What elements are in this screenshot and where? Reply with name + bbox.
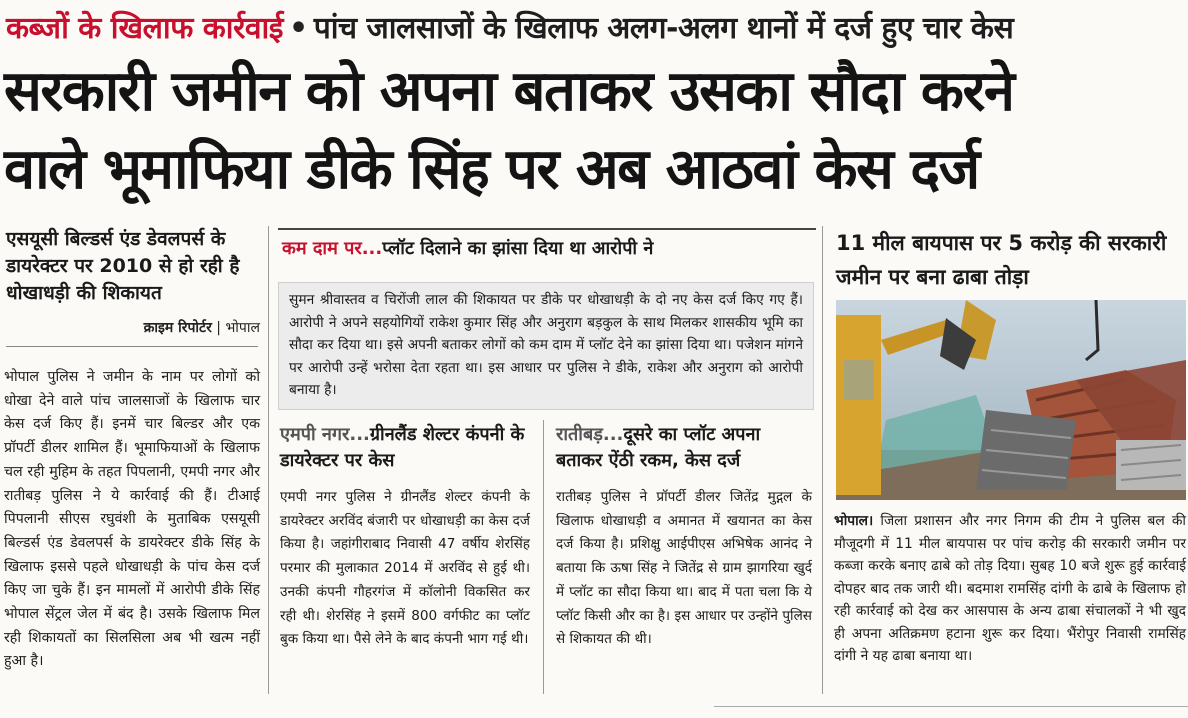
ratibad-head — [556, 422, 812, 474]
ratibad-head-rest: दूसरे का प्लॉट अपना बताकर ऐंठी रकम, केस दर्ज — [556, 424, 761, 471]
column-rule-2 — [543, 420, 544, 694]
middle-top-box — [278, 282, 814, 410]
column-rule-1 — [268, 226, 269, 694]
byline-name: क्राइम रिपोर्टर — [143, 320, 212, 336]
right-head: 11 मील बायपास पर 5 करोड़ की सरकारी जमीन पर बना ढाबा तोड़ा — [836, 231, 1167, 289]
column-rule-3 — [822, 226, 823, 694]
bottom-rule — [714, 706, 1188, 707]
left-subhead: एसयूसी बिल्डर्स एंड डेवलपर्स के डायरेक्टर पर 2010 से हो रही है धोखाधड़ी की शिकायत — [6, 228, 240, 304]
kicker-label: कब्जों के खिलाफ कार्रवाई — [6, 11, 284, 46]
left-body: भोपाल पुलिस ने जमीन के नाम पर लोगों को धोखा देने वाले पांच जालसाजों के खिलाफ चार केस दर्ज किए हैं। इनमें चार बिल्डर और एक प्रॉपर्टी डीलर शामिल हैं। भूमाफियाओं के खिलाफ चल रही मुहिम के तहत पिपलानी, एमपी नगर और रातीबड़ पुलिस ने ये कार्रवाई की हैं। टीआई पिपलानी सीएस रघुवंशी के मुताबिक एसयूसी बिल्डर्स एंड डेवलपर्स के डायरेक्टर डीके सिंह के खिलाफ इससे पहले धोखाधड़ी के पांच केस दर्ज किए जा चुके हैं। इन मामलों में आरोपी डीके सिंह भोपाल सेंट्रल जेल में बंद है। उसके खिलाफ मिल रही शिकायतों का सिलसिला अब भी खत्म नहीं हुआ है। — [4, 369, 260, 670]
ratibad-body: रातीबड़ पुलिस ने प्रॉपर्टी डीलर जितेंद्र मुद्गल के खिलाफ धोखाधड़ी व अमानत में खयानत का केस दर्ज किया है। प्रशिक्षु आईपीएस अभिषेक आनंद ने बताया कि ऊषा सिंह ने जितेंद्र से ग्राम झागरिया खुर्द में प्लॉट का सौदा किया था। बाद में पता चला कि ये प्लॉट किसी और का है। इस आधार पर उन्होंने पुलिस से शिकायत की थी। — [556, 489, 812, 648]
middle-top-rule — [278, 228, 816, 230]
mp-nagar-head-rest: ग्रीनलैंड शेल्टर कंपनी के डायरेक्टर पर केस — [280, 424, 525, 471]
demolition-photo — [836, 300, 1186, 500]
kicker-line — [6, 6, 1013, 47]
kicker-text: पांच जालसाजों के खिलाफ अलग-अलग थानों में दर्ज हुए चार केस — [313, 11, 1014, 46]
middle-top-head-rest: प्लॉट दिलाने का झांसा दिया था आरोपी ने — [382, 238, 654, 259]
demolition-photo-art — [836, 300, 1186, 500]
mp-nagar-body: एमपी नगर पुलिस ने ग्रीनलैंड शेल्टर कंपनी के डायरेक्टर अरविंद बंजारी पर धोखाधड़ी का केस दर्ज किया है। जहांगीराबाद निवासी 47 वर्षीय शेरसिंह परमार की मुलाकात 2014 में अरविंद से हुई थी। उनकी कंपनी गौहरगंज में कॉलोनी विकसित कर रही थी। शेरसिंह ने इसमें 800 वर्गफीट का प्लॉट बुक किया था। पैसे लेने के बाद कंपनी भाग गई थी। — [280, 489, 530, 648]
headline-line-2: वाले भूमाफिया डीके सिंह पर अब आठवां केस दर्ज — [4, 137, 979, 202]
byline-city: भोपाल — [225, 320, 260, 336]
photo-caption — [834, 510, 1186, 668]
middle-top-head — [282, 236, 822, 262]
caption-text: जिला प्रशासन और नगर निगम की टीम ने पुलिस बल की मौजूदगी में 11 मील बायपास पर पांच करोड़ की सरकारी जमीन पर कब्जा करके बनाए ढाबे को तोड़ दिया। सुबह 10 बजे शुरू हुई कार्रवाई दोपहर बाद तक जारी थी। बदमाश रामसिंह दांगी के ढाबे के खिलाफ हो रही कार्रवाई को देख कर आसपास के अन्य ढाबा संचालकों ने भी खुद ही अपना अतिक्रमण हटाना शुरू कर दिया। भैंरोपुर निवासी रामसिंह दांगी ने यह ढाबा बनाया था। — [834, 513, 1186, 664]
middle-top-body: सुमन श्रीवास्तव व चिरोंजी लाल की शिकायत पर डीके पर धोखाधड़ी के दो नए केस दर्ज किए गए हैं। आरोपी ने अपने सहयोगियों राकेश कुमार सिंह और अनुराग बड़कुल के साथ मिलकर शासकीय भूमि का सौदा कर दिया था। इसे अपनी बताकर लोगों को कम दाम में प्लॉट देने का झांसा दिया था। पजेशन मांगने पर आरोपी उन्हें भरोसा देता रहता था। इस आधार पर पुलिस ने डीके, राकेश और अनुराग को आरोपी बनाया है। — [289, 292, 803, 398]
mp-nagar-head-grey: एमपी नगर... — [280, 424, 370, 445]
left-divider — [6, 346, 258, 347]
caption-city: भोपाल। — [834, 513, 874, 529]
middle-top-head-red: कम दाम पर... — [282, 238, 383, 259]
headline-line-1: सरकारी जमीन को अपना बताकर उसका सौदा करने — [4, 59, 1014, 124]
mp-nagar-head — [280, 422, 530, 474]
byline: क्राइम रिपोर्टर | भोपाल — [143, 320, 260, 336]
ratibad-head-grey: रातीबड़... — [556, 424, 624, 445]
kicker-separator: • — [289, 11, 308, 46]
